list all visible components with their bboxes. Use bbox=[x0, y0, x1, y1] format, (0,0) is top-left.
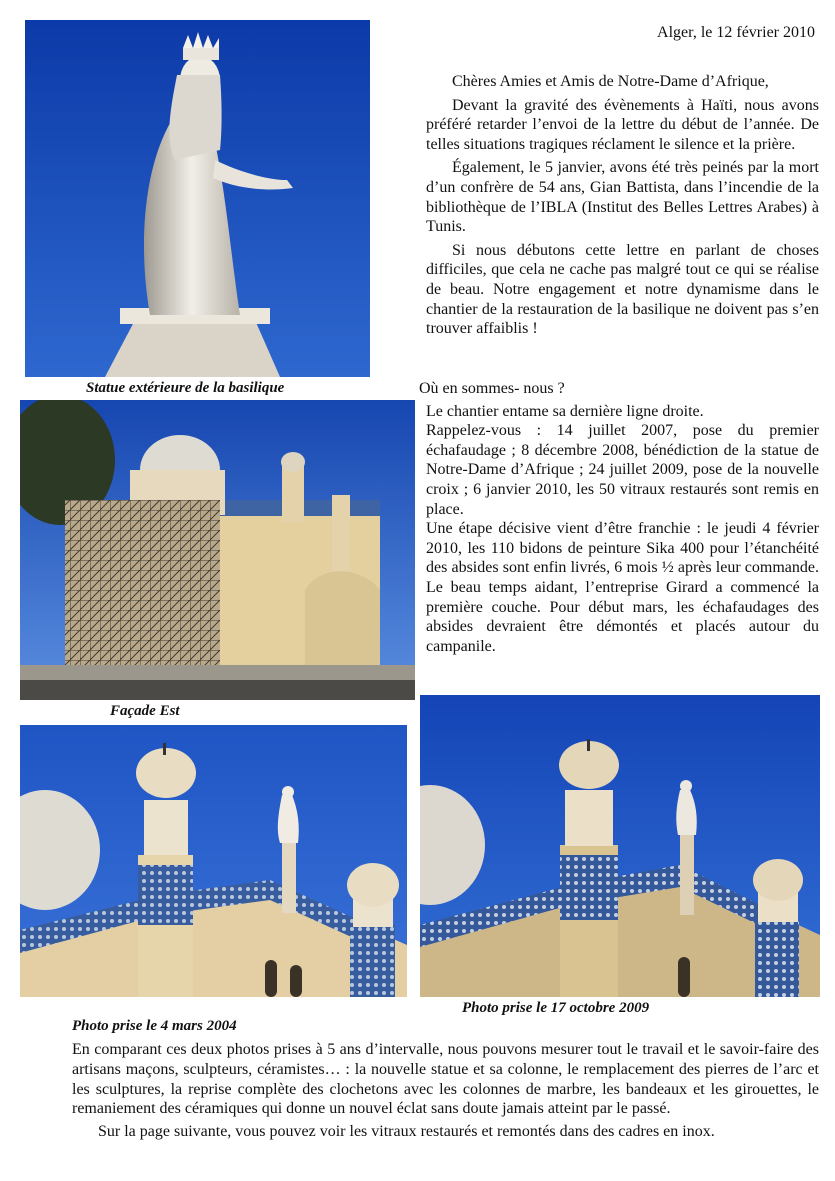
facade-caption: Façade Est bbox=[110, 703, 180, 719]
paragraph: Une étape décisive vient d’être franchie : le jeudi 4 février 2010, les 110 bidons de peinture Sika 400 pour l’étanchéité des absides sont enfin livrés, 6 mois ½ après leur commande. Le beau temps aidant, l’entreprise Girard a commencé la première couche. Pour début mars, les échafaudages des absides devraient être démontés et placés autour du campanile. bbox=[426, 520, 819, 655]
paragraph: En comparant ces deux photos prises à 5 ans d’intervalle, nous pouvons mesurer tout le travail et le savoir-faire des artisans maçons, sculpteurs, céramistes… : la nouvelle statue et sa colonne, le remplacement des pierres de l’arc et les sculptures, la reprise complète des clochetons avec les colonnes de marbre, les bandeaux et les girouettes, le remaniement des céramiques qui donne un nouvel éclat sans doute jamais atteint par le passé. bbox=[72, 1041, 819, 1118]
paragraph: Devant la gravité des évènements à Haïti, nous avons préféré retarder l’envoi de la lettre du début de l’année. De telles situations tragiques réclament le silence et la prière. bbox=[426, 96, 819, 153]
letter-date: Alger, le 12 février 2010 bbox=[657, 24, 815, 41]
photo-2004 bbox=[20, 725, 407, 997]
section-question: Où en sommes- nous ? bbox=[419, 380, 565, 397]
paragraph: Également, le 5 janvier, avons été très peinés par la mort d’un confrère de 54 ans, Gian Battista, dans l’incendie de la bibliothèque de l’IBLA (Institut des Belles Lettres Arabes) à Tunis. bbox=[426, 159, 819, 236]
paragraph: Si nous débutons cette lettre en parlant de choses difficiles, que cela ne cache pas malgré tout ce qui se réalise de beau. Notre engagement et notre dynamisme dans le chantier de la restauration de la basilique ne doivent pas s’en trouver affaiblis ! bbox=[426, 241, 819, 338]
statue-caption: Statue extérieure de la basilique bbox=[86, 380, 285, 396]
statue-photo bbox=[25, 20, 370, 377]
salutation: Chères Amies et Amis de Notre-Dame d’Afrique, bbox=[452, 73, 769, 90]
paragraph: Rappelez-vous : 14 juillet 2007, pose du premier échafaudage ; 8 décembre 2008, bénédiction de la statue de Notre-Dame d’Afrique ; 24 juillet 2009, pose de la nouvelle croix ; 6 janvier 2010, les 50 vitraux restaurés sont remis en place. bbox=[426, 422, 819, 518]
paragraph: Sur la page suivante, vous pouvez voir les vitraux restaurés et remontés dans des cadres en inox. bbox=[98, 1123, 715, 1141]
photo-2009 bbox=[420, 695, 820, 997]
photo-2009-caption: Photo prise le 17 octobre 2009 bbox=[462, 1000, 650, 1016]
letter-body bbox=[426, 72, 819, 339]
paragraph: Le chantier entame sa dernière ligne droite. bbox=[426, 402, 704, 420]
facade-photo bbox=[20, 400, 415, 700]
letter-body-continued bbox=[419, 379, 819, 656]
photo-2004-caption: Photo prise le 4 mars 2004 bbox=[72, 1018, 237, 1034]
bottom-text bbox=[72, 1040, 819, 1142]
